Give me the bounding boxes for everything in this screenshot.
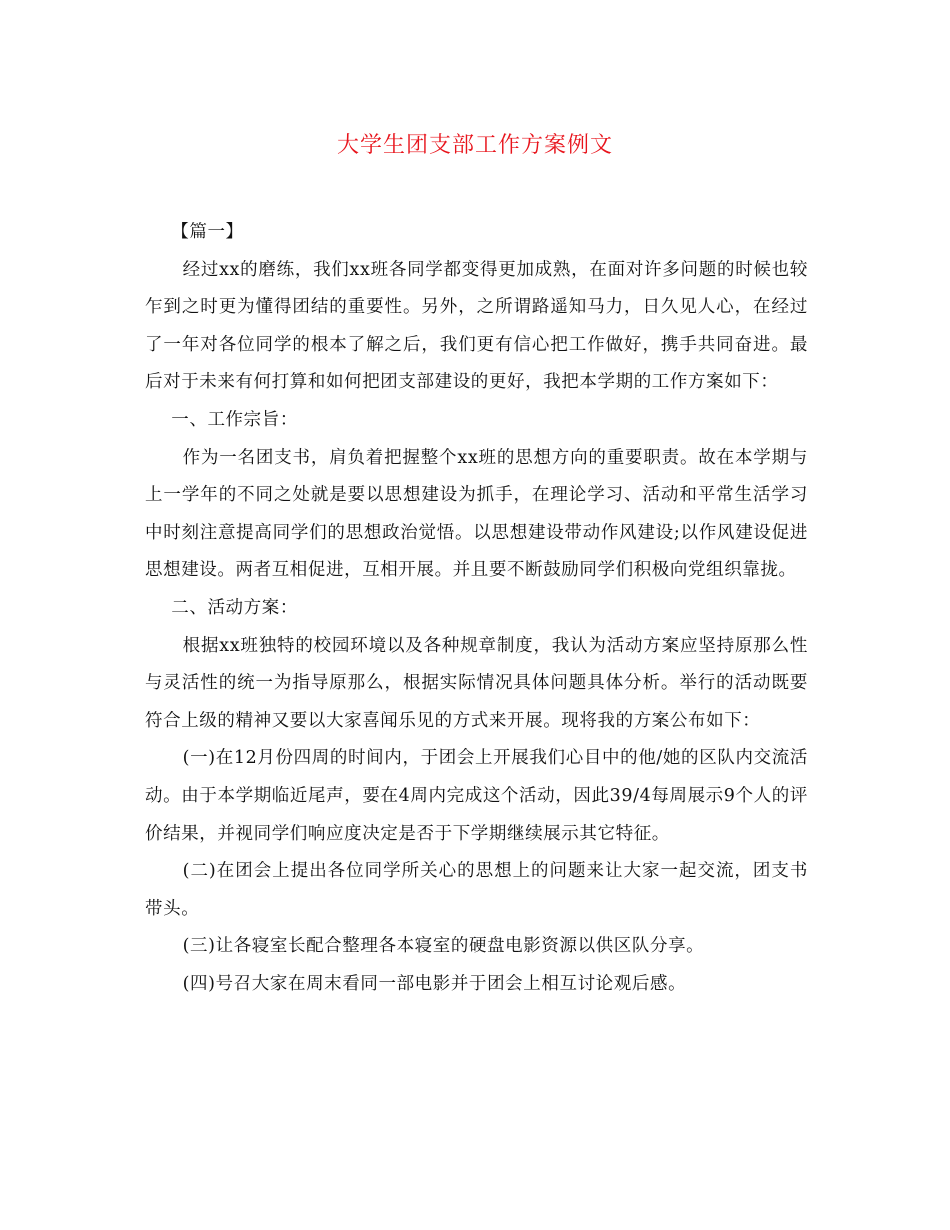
- intro-paragraph: 经过xx的磨练，我们xx班各同学都变得更加成熟，在面对许多问题的时候也较乍到之时更为懂得团结的重要性。另外，之所谓路遥知马力，日久见人心，在经过了一年对各位同学的根本了解之后，我们更有信心把工作做好，携手共同奋进。最后对于未来有何打算和如何把团支部建设的更好，我把本学期的工作方案如下：: [145, 259, 808, 393]
- document-title: 大学生团支部工作方案例文: [336, 133, 613, 158]
- heading-work-purpose: 一、工作宗旨：: [171, 409, 298, 430]
- document-body: [145, 214, 808, 1003]
- plan-item-4: (四)号召大家在周末看同一部电影并于团会上相互讨论观后感。: [182, 973, 687, 994]
- plan-item-3: (三)让各寝室长配合整理各本寝室的硬盘电影资源以供区队分享。: [182, 936, 705, 957]
- work-purpose-paragraph: 作为一名团支书，肩负着把握整个xx班的思想方向的重要职责。故在本学期与上一学年的不同之处就是要以思想建设为抓手，在理论学习、活动和平常生活学习中时刻注意提高同学们的思想政治觉悟。以思想建设带动作风建设;以作风建设促进思想建设。两者互相促进，互相开展。并且要不断鼓励同学们积极向党组织靠拢。: [145, 447, 808, 581]
- section-label: 【篇一】: [171, 222, 244, 242]
- plan-item-2: (二)在团会上提出各位同学所关心的思想上的问题来让大家一起交流，团支书带头。: [145, 861, 808, 919]
- heading-activity-plan: 二、活动方案：: [171, 597, 298, 618]
- activity-plan-paragraph: 根据xx班独特的校园环境以及各种规章制度，我认为活动方案应坚持原那么性与灵活性的统一为指导原那么，根据实际情况具体问题具体分析。举行的活动既要符合上级的精神又要以大家喜闻乐见的方式来开展。现将我的方案公布如下：: [145, 635, 808, 731]
- plan-item-1: (一)在12月份四周的时间内，于团会上开展我们心目中的他/她的区队内交流活动。由于本学期临近尾声，要在4周内完成这个活动，因此39/4每周展示9个人的评价结果，并视同学们响应度决定是否于下学期继续展示其它特征。: [145, 748, 808, 844]
